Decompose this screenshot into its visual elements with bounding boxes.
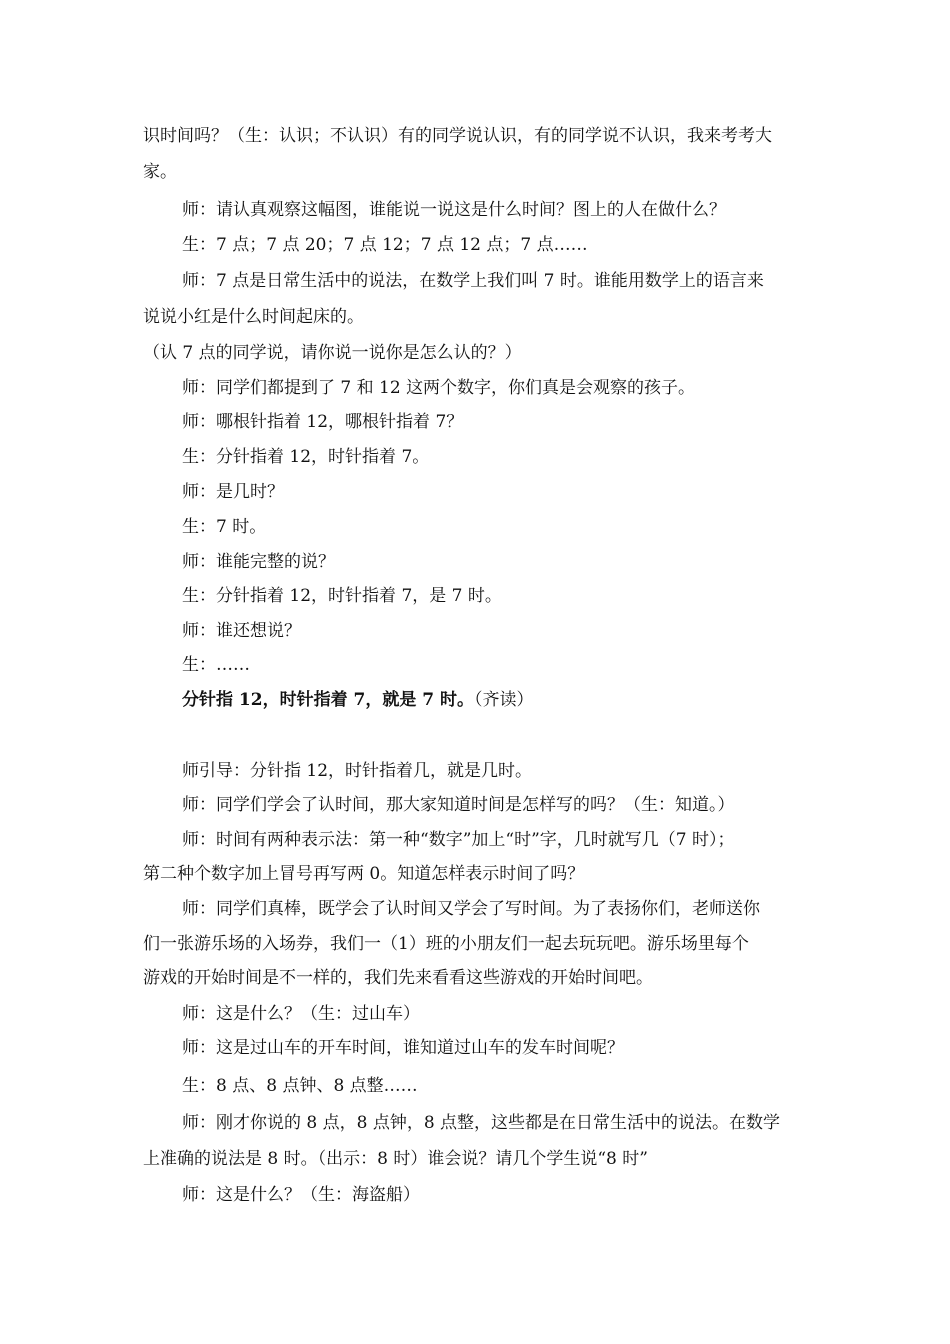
text-line: 师：这是过山车的开车时间，谁知道过山车的发车时间呢？ — [182, 1038, 624, 1058]
text-line: 第二种个数字加上冒号再写两 0。知道怎样表示时间了吗？ — [143, 864, 585, 884]
text-line: 生：…… — [182, 655, 250, 675]
text-line: 上准确的说法是 8 时。（出示：8 时）谁会说？请几个学生说“8 时” — [143, 1149, 648, 1169]
text-line: 家。 — [143, 162, 177, 182]
text-line: 师：谁能完整的说？ — [182, 552, 335, 572]
text-line: 说说小红是什么时间起床的。 — [143, 307, 364, 327]
bold-summary-text: 分针指 12，时针指着 7，就是 7 时。 — [182, 690, 474, 710]
text-line: 师：请认真观察这幅图，谁能说一说这是什么时间？图上的人在做什么？ — [182, 200, 726, 220]
text-line: 师：同学们都提到了 7 和 12 这两个数字，你们真是会观察的孩子。 — [182, 378, 696, 398]
text-line: 们一张游乐场的入场券，我们一（1）班的小朋友们一起去玩玩吧。游乐场里每个 — [143, 934, 749, 954]
text-line: 师：刚才你说的 8 点，8 点钟，8 点整，这些都是在日常生活中的说法。在数学 — [182, 1113, 781, 1133]
text-line: 生：7 点；7 点 20；7 点 12；7 点 12 点；7 点…… — [182, 235, 588, 255]
text-line: 游戏的开始时间是不一样的，我们先来看看这些游戏的开始时间吧。 — [143, 968, 653, 988]
text-line: 师：时间有两种表示法：第一种“数字”加上“时”字，几时就写几（7 时）； — [182, 830, 735, 850]
text-line: 生：8 点、8 点钟、8 点整…… — [182, 1076, 418, 1096]
text-line: 师：这是什么？（生：海盗船） — [182, 1185, 420, 1205]
text-line: 师：同学们学会了认时间，那大家知道时间是怎样写的吗？（生：知道。） — [182, 795, 735, 815]
text-line: 师：是几时？ — [182, 482, 284, 502]
text-line: 生：7 时。 — [182, 517, 267, 537]
text-line: （认 7 点的同学说，请你说一说你是怎么认的？） — [143, 343, 522, 363]
read-aloud-note: （齐读） — [474, 690, 534, 710]
text-line: 师：谁还想说？ — [182, 621, 301, 641]
text-line: 师引导：分针指 12，时针指着几，就是几时。 — [182, 761, 533, 781]
text-line: 师：同学们真棒，既学会了认时间又学会了写时间。为了表扬你们，老师送你 — [182, 899, 760, 919]
text-line: 师：哪根针指着 12，哪根针指着 7？ — [182, 412, 464, 432]
text-line: 师：这是什么？（生：过山车） — [182, 1004, 420, 1024]
text-line: 识时间吗？（生：认识；不认识）有的同学说认识，有的同学说不认识，我来考考大 — [143, 126, 772, 146]
text-line: 生：分针指着 12，时针指着 7，是 7 时。 — [182, 586, 502, 606]
bold-summary-line — [182, 688, 534, 712]
text-line: 生：分针指着 12，时针指着 7。 — [182, 447, 430, 467]
text-line: 师：7 点是日常生活中的说法，在数学上我们叫 7 时。谁能用数学上的语言来 — [182, 271, 764, 291]
